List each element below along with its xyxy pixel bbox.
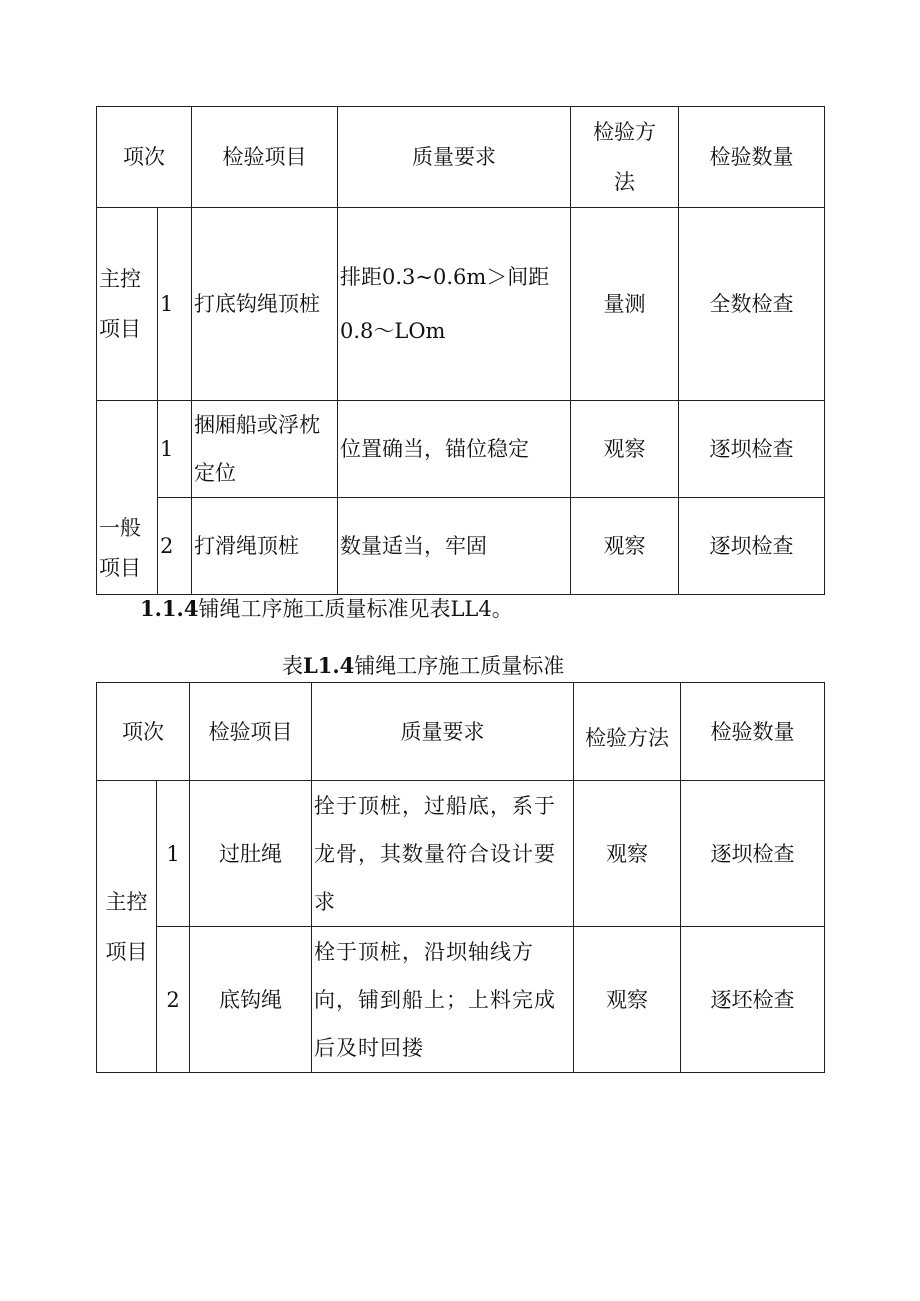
row-item: 过肚绳	[190, 781, 312, 927]
table-row	[97, 498, 825, 595]
row-method: 观察	[571, 498, 679, 595]
row-method: 观察	[574, 927, 681, 1073]
row-quantity: 全数检查	[679, 208, 825, 401]
table-row	[97, 927, 825, 1073]
group-main-control: 主控项目	[97, 208, 158, 401]
row-method: 量测	[571, 208, 679, 401]
header-method: 检验方法	[574, 683, 681, 781]
row-requirement: 数量适当，牢固	[338, 498, 571, 595]
header-item-no: 项次	[97, 683, 190, 781]
row-requirement: 栓于顶桩，沿坝轴线方向，铺到船上；上料完成后及时回搂	[312, 927, 574, 1073]
header-check-item: 检验项目	[192, 107, 338, 208]
table-row	[97, 781, 825, 927]
header-quality-req: 质量要求	[312, 683, 574, 781]
row-quantity: 逐坝检查	[681, 781, 825, 927]
quality-table-1	[96, 106, 825, 595]
row-requirement: 排距0.3~0.6m＞间距0.8～LOm	[338, 208, 571, 401]
row-item: 捆厢船或浮枕定位	[192, 401, 338, 498]
table-header-row	[97, 683, 825, 781]
section-note	[140, 594, 513, 624]
header-quality-req: 质量要求	[338, 107, 571, 208]
table-header-row	[97, 107, 825, 208]
header-item-no: 项次	[97, 107, 192, 208]
note-number: 1.1.4	[140, 596, 199, 621]
row-item: 底钩绳	[190, 927, 312, 1073]
table-row	[97, 401, 825, 498]
header-quantity: 检验数量	[679, 107, 825, 208]
row-item: 打底钩绳顶桩	[192, 208, 338, 401]
header-quantity: 检验数量	[681, 683, 825, 781]
row-no: 2	[158, 498, 192, 595]
row-no: 1	[158, 208, 192, 401]
row-item: 打滑绳顶桩	[192, 498, 338, 595]
row-requirement: 位置确当，锚位稳定	[338, 401, 571, 498]
table-caption	[282, 651, 564, 681]
row-no: 1	[158, 401, 192, 498]
row-no: 1	[157, 781, 190, 927]
row-requirement: 拴于顶桩，过船底，系于龙骨，其数量符合设计要求	[312, 781, 574, 927]
header-check-item: 检验项目	[190, 683, 312, 781]
quality-table-2	[96, 682, 825, 1073]
table-row	[97, 208, 825, 401]
caption-text: 铺绳工序施工质量标准	[354, 654, 565, 678]
row-quantity: 逐坯检查	[681, 927, 825, 1073]
group-main-control: 主控项目	[97, 781, 157, 1073]
row-method: 观察	[574, 781, 681, 927]
row-no: 2	[157, 927, 190, 1073]
row-quantity: 逐坝检查	[679, 401, 825, 498]
note-text: 铺绳工序施工质量标准见表LL4。	[198, 597, 513, 621]
header-method: 检验方法	[571, 107, 679, 208]
row-method: 观察	[571, 401, 679, 498]
caption-number: L1.4	[303, 653, 355, 678]
row-quantity: 逐坝检查	[679, 498, 825, 595]
caption-prefix: 表	[282, 654, 303, 678]
group-general: 一般项目	[97, 401, 158, 595]
